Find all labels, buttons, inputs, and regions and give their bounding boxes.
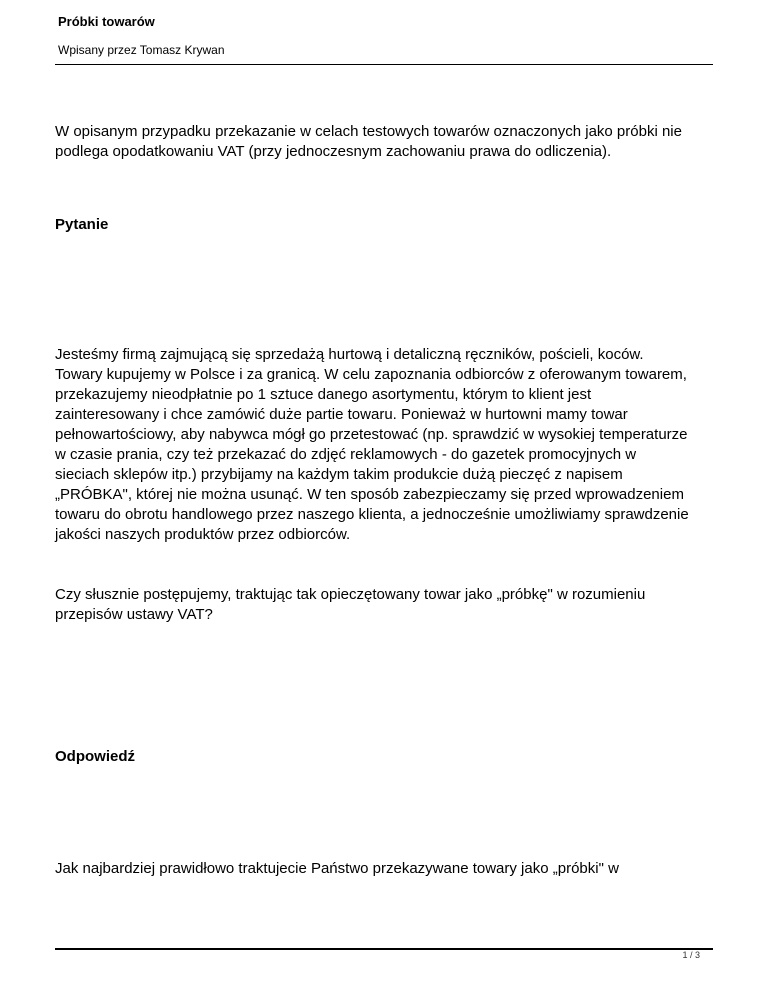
answer-line: Jak najbardziej prawidłowo traktujecie Państwo przekazywane towary jako „próbki" w bbox=[55, 860, 619, 877]
page-number: 1 / 3 bbox=[682, 950, 700, 960]
question2-line: przepisów ustawy VAT? bbox=[55, 606, 213, 623]
answer-paragraph bbox=[55, 859, 715, 879]
header-divider bbox=[55, 64, 713, 65]
intro-paragraph bbox=[55, 122, 715, 162]
question-line: zainteresowany i chce zamówić duże partie towaru. Ponieważ w hurtowni mamy towar bbox=[55, 406, 628, 423]
document-title: Próbki towarów bbox=[58, 14, 155, 29]
question-line: pełnowartościowy, aby nabywca mógł go przetestować (np. sprawdzić w wysokiej temperaturze bbox=[55, 426, 688, 443]
question-line: przekazujemy nieodpłatnie po 1 sztuce danego asortymentu, którym to klient jest bbox=[55, 386, 592, 403]
question-line: towaru do obrotu handlowego przez naszego klienta, a jednocześnie umożliwiamy sprawdzenie bbox=[55, 506, 689, 523]
author-line: Wpisany przez Tomasz Krywan bbox=[58, 43, 225, 57]
question2-line: Czy słusznie postępujemy, traktując tak opieczętowany towar jako „próbkę" w rozumieniu bbox=[55, 586, 646, 603]
answer-heading: Odpowiedź bbox=[55, 748, 135, 765]
question-line: Jesteśmy firmą zajmującą się sprzedażą hurtową i detaliczną ręczników, pościeli, koców. bbox=[55, 346, 644, 363]
intro-line: W opisanym przypadku przekazanie w celach testowych towarów oznaczonych jako próbki nie bbox=[55, 123, 682, 140]
question-line: „PRÓBKA", której nie można usunąć. W ten sposób zabezpieczamy się przed wprowadzeniem bbox=[55, 486, 684, 503]
intro-line: podlega opodatkowaniu VAT (przy jednoczesnym zachowaniu prawa do odliczenia). bbox=[55, 143, 612, 160]
question-heading: Pytanie bbox=[55, 216, 109, 233]
question-line: Towary kupujemy w Polsce i za granicą. W celu zapoznania odbiorców z oferowanym towarem, bbox=[55, 366, 687, 383]
question-paragraph bbox=[55, 345, 715, 545]
question-line: jakości naszych produktów przez odbiorców. bbox=[55, 526, 351, 543]
question2-paragraph bbox=[55, 585, 715, 625]
question-line: w czasie prania, czy też przekazać do zdjęć reklamowych - do gazetek promocyjnych w bbox=[55, 446, 637, 463]
footer-divider bbox=[55, 948, 713, 950]
question-line: sieciach sklepów itp.) przybijamy na każdym takim produkcie dużą pieczęć z napisem bbox=[55, 466, 623, 483]
